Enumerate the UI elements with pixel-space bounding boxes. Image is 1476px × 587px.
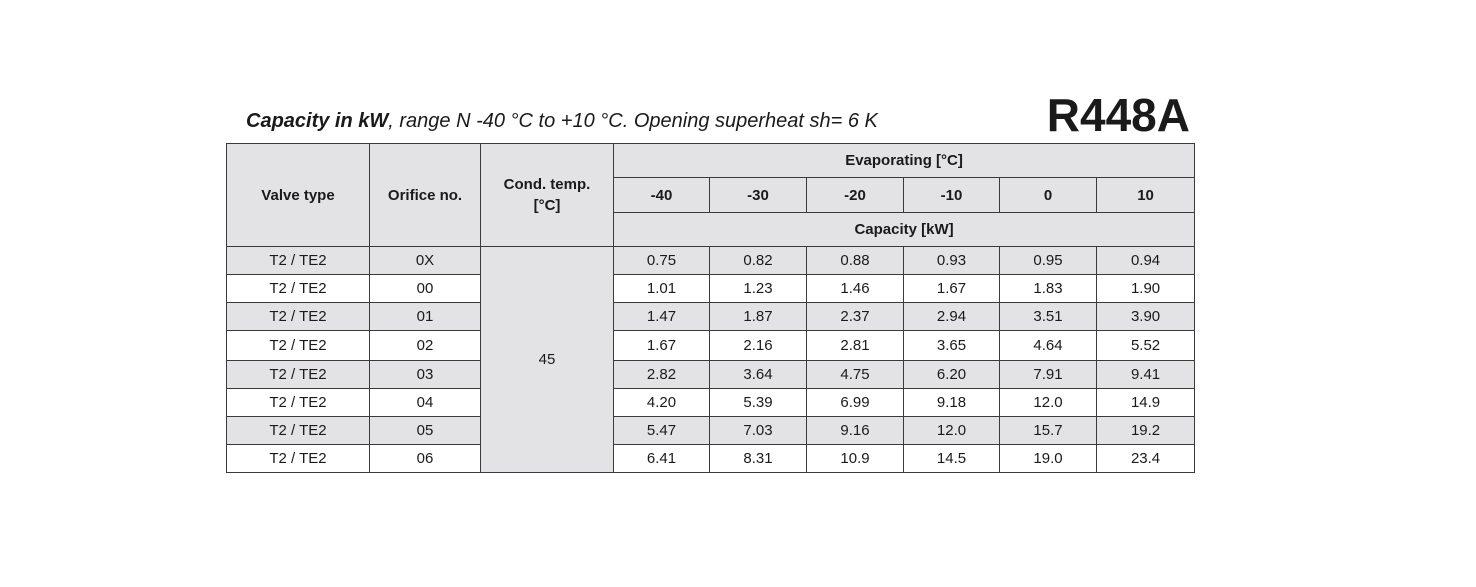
capacity-cell: 3.65 xyxy=(904,331,1000,361)
header-cond-temp xyxy=(481,144,614,247)
valve-type-cell: T2 / TE2 xyxy=(227,445,370,473)
header-evap-temp: 10 xyxy=(1097,178,1195,213)
table-row xyxy=(227,361,1195,389)
valve-type-cell: T2 / TE2 xyxy=(227,275,370,303)
capacity-cell: 5.52 xyxy=(1097,331,1195,361)
capacity-cell: 0.94 xyxy=(1097,247,1195,275)
capacity-cell: 5.39 xyxy=(710,389,807,417)
capacity-cell: 1.23 xyxy=(710,275,807,303)
capacity-cell: 6.41 xyxy=(614,445,710,473)
orifice-cell: 0X xyxy=(370,247,481,275)
orifice-cell: 04 xyxy=(370,389,481,417)
cond-temp-cell: 45 xyxy=(481,247,614,473)
table-row xyxy=(227,247,1195,275)
capacity-cell: 0.75 xyxy=(614,247,710,275)
valve-type-cell: T2 / TE2 xyxy=(227,389,370,417)
capacity-cell: 3.64 xyxy=(710,361,807,389)
valve-type-cell: T2 / TE2 xyxy=(227,247,370,275)
header-evap-temp: 0 xyxy=(1000,178,1097,213)
table-row xyxy=(227,417,1195,445)
capacity-cell: 5.47 xyxy=(614,417,710,445)
refrigerant-label: R448A xyxy=(1046,89,1190,141)
capacity-cell: 0.93 xyxy=(904,247,1000,275)
table-caption xyxy=(246,110,878,133)
capacity-cell: 14.9 xyxy=(1097,389,1195,417)
table-row xyxy=(227,275,1195,303)
orifice-cell: 01 xyxy=(370,303,481,331)
valve-type-cell: T2 / TE2 xyxy=(227,303,370,331)
header-evap-temp: -10 xyxy=(904,178,1000,213)
capacity-cell: 4.20 xyxy=(614,389,710,417)
capacity-cell: 7.91 xyxy=(1000,361,1097,389)
capacity-cell: 2.81 xyxy=(807,331,904,361)
capacity-cell: 3.90 xyxy=(1097,303,1195,331)
capacity-cell: 2.82 xyxy=(614,361,710,389)
capacity-cell: 9.41 xyxy=(1097,361,1195,389)
capacity-cell: 6.20 xyxy=(904,361,1000,389)
header-capacity: Capacity [kW] xyxy=(614,213,1195,247)
capacity-cell: 1.83 xyxy=(1000,275,1097,303)
capacity-cell: 7.03 xyxy=(710,417,807,445)
capacity-cell: 15.7 xyxy=(1000,417,1097,445)
header-valve-type: Valve type xyxy=(227,144,370,247)
capacity-cell: 1.90 xyxy=(1097,275,1195,303)
header-cond-temp-label: Cond. temp. [°C] xyxy=(503,176,591,214)
capacity-table xyxy=(226,143,1195,473)
header-evap-temp: -30 xyxy=(710,178,807,213)
caption-rest: , range N -40 °C to +10 °C. Opening superheat sh= 6 K xyxy=(388,110,878,132)
capacity-cell: 9.18 xyxy=(904,389,1000,417)
capacity-cell: 1.47 xyxy=(614,303,710,331)
header-orifice-no: Orifice no. xyxy=(370,144,481,247)
orifice-cell: 06 xyxy=(370,445,481,473)
orifice-cell: 05 xyxy=(370,417,481,445)
table-row xyxy=(227,445,1195,473)
table-row xyxy=(227,331,1195,361)
capacity-cell: 4.75 xyxy=(807,361,904,389)
header-evaporating: Evaporating [°C] xyxy=(614,144,1195,178)
capacity-cell: 3.51 xyxy=(1000,303,1097,331)
valve-type-cell: T2 / TE2 xyxy=(227,331,370,361)
capacity-cell: 0.95 xyxy=(1000,247,1097,275)
valve-type-cell: T2 / TE2 xyxy=(227,417,370,445)
capacity-cell: 0.88 xyxy=(807,247,904,275)
capacity-cell: 2.16 xyxy=(710,331,807,361)
table-row xyxy=(227,303,1195,331)
capacity-cell: 1.46 xyxy=(807,275,904,303)
capacity-cell: 0.82 xyxy=(710,247,807,275)
capacity-cell: 1.67 xyxy=(904,275,1000,303)
capacity-cell: 4.64 xyxy=(1000,331,1097,361)
header-evap-temp: -40 xyxy=(614,178,710,213)
caption-bold: Capacity in kW xyxy=(246,110,389,132)
capacity-cell: 6.99 xyxy=(807,389,904,417)
orifice-cell: 02 xyxy=(370,331,481,361)
valve-type-cell: T2 / TE2 xyxy=(227,361,370,389)
capacity-cell: 2.37 xyxy=(807,303,904,331)
capacity-cell: 12.0 xyxy=(904,417,1000,445)
orifice-cell: 03 xyxy=(370,361,481,389)
capacity-cell: 1.87 xyxy=(710,303,807,331)
capacity-cell: 1.67 xyxy=(614,331,710,361)
capacity-cell: 8.31 xyxy=(710,445,807,473)
orifice-cell: 00 xyxy=(370,275,481,303)
capacity-cell: 23.4 xyxy=(1097,445,1195,473)
capacity-cell: 9.16 xyxy=(807,417,904,445)
capacity-cell: 10.9 xyxy=(807,445,904,473)
capacity-cell: 1.01 xyxy=(614,275,710,303)
capacity-cell: 19.0 xyxy=(1000,445,1097,473)
capacity-cell: 19.2 xyxy=(1097,417,1195,445)
capacity-cell: 2.94 xyxy=(904,303,1000,331)
table-row xyxy=(227,389,1195,417)
header-evap-temp: -20 xyxy=(807,178,904,213)
capacity-cell: 12.0 xyxy=(1000,389,1097,417)
capacity-cell: 14.5 xyxy=(904,445,1000,473)
